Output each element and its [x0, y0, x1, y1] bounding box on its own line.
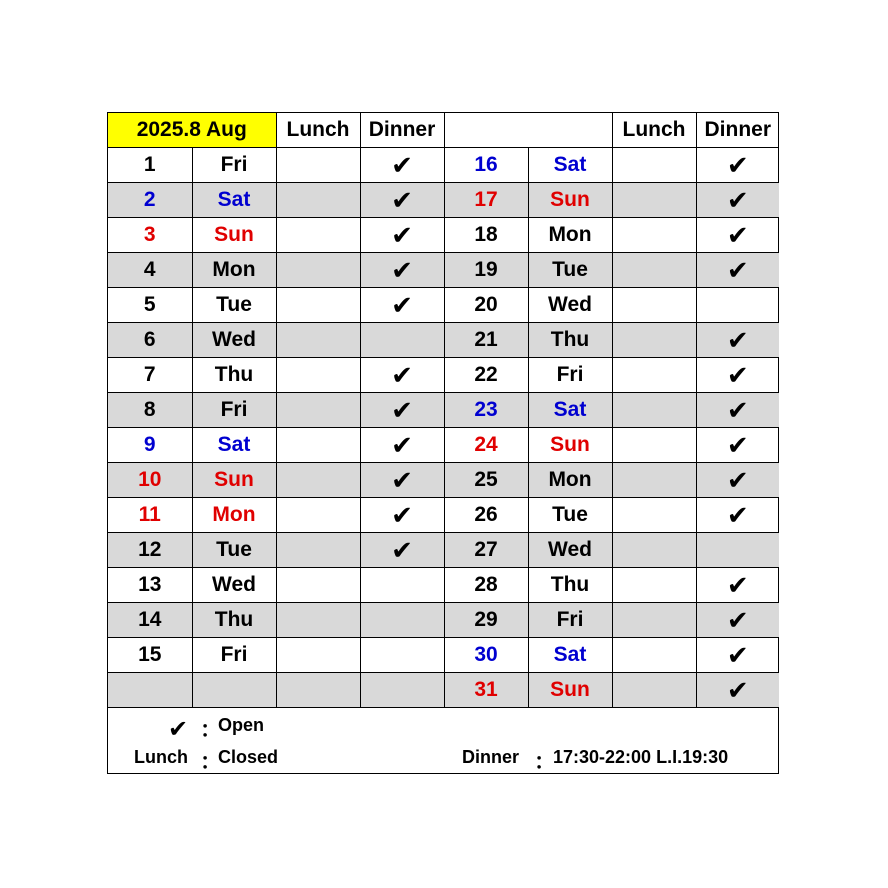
left-dinner-cell — [360, 568, 444, 603]
legend-open-text: Open — [218, 715, 265, 735]
right-day-cell: 18 — [444, 218, 528, 253]
right-dinner-cell — [696, 323, 779, 358]
left-dinner-cell — [360, 463, 444, 498]
check-icon: ✔ — [391, 184, 413, 215]
left-day-cell: 6 — [108, 323, 192, 358]
left-weekday-cell: Sat — [192, 428, 276, 463]
check-icon: ✔ — [726, 394, 749, 425]
right-weekday-cell: Sat — [528, 148, 612, 183]
right-day-cell: 30 — [444, 638, 528, 673]
left-dinner-cell — [360, 603, 444, 638]
right-day-cell: 17 — [444, 183, 528, 218]
table-row — [108, 183, 779, 218]
right-weekday-cell: Fri — [528, 603, 612, 638]
lunch-header-2: Lunch — [612, 113, 696, 148]
left-weekday-cell: Sun — [192, 463, 276, 498]
right-weekday-cell: Mon — [528, 218, 612, 253]
right-dinner-cell — [696, 603, 779, 638]
right-weekday-cell: Sat — [528, 393, 612, 428]
left-lunch-cell — [276, 603, 360, 638]
left-lunch-cell — [276, 568, 360, 603]
right-dinner-cell — [696, 498, 779, 533]
month-title: 2025.8 Aug — [108, 113, 276, 148]
check-icon: ✔ — [391, 289, 413, 320]
right-lunch-cell — [612, 673, 696, 708]
check-icon: ✔ — [391, 359, 413, 390]
left-weekday-cell: Thu — [192, 358, 276, 393]
table-row — [108, 358, 779, 393]
table-row — [108, 253, 779, 288]
legend-lunch-separator: ： — [200, 749, 223, 774]
left-lunch-cell — [276, 323, 360, 358]
table-row — [108, 603, 779, 638]
check-icon: ✔ — [726, 569, 749, 600]
left-day-cell: 11 — [108, 498, 192, 533]
table-row — [108, 288, 779, 323]
calendar-table — [108, 113, 779, 708]
check-icon: ✔ — [726, 604, 749, 635]
header-row — [108, 113, 779, 148]
right-weekday-cell: Sun — [528, 673, 612, 708]
right-dinner-cell — [696, 568, 779, 603]
legend-open-separator: ： — [200, 717, 223, 742]
left-dinner-cell — [360, 148, 444, 183]
table-row — [108, 218, 779, 253]
left-day-cell: 5 — [108, 288, 192, 323]
legend — [108, 709, 778, 773]
right-day-cell: 16 — [444, 148, 528, 183]
left-lunch-cell — [276, 183, 360, 218]
right-lunch-cell — [612, 463, 696, 498]
left-dinner-cell — [360, 428, 444, 463]
left-day-cell: 3 — [108, 218, 192, 253]
check-icon: ✔ — [726, 359, 749, 390]
check-icon: ✔ — [391, 219, 413, 250]
check-icon: ✔ — [391, 534, 413, 565]
left-weekday-cell: Fri — [192, 638, 276, 673]
check-icon: ✔ — [391, 254, 413, 285]
legend-dinner-label: Dinner — [462, 747, 520, 767]
check-icon: ✔ — [726, 219, 749, 250]
left-day-cell: 13 — [108, 568, 192, 603]
table-row — [108, 673, 779, 708]
left-weekday-cell: Thu — [192, 603, 276, 638]
lunch-header: Lunch — [276, 113, 360, 148]
right-weekday-cell: Thu — [528, 568, 612, 603]
right-lunch-cell — [612, 183, 696, 218]
left-dinner-cell — [360, 358, 444, 393]
right-weekday-cell: Thu — [528, 323, 612, 358]
left-day-cell — [108, 673, 192, 708]
right-lunch-cell — [612, 533, 696, 568]
right-weekday-cell: Tue — [528, 498, 612, 533]
check-icon: ✔ — [726, 499, 749, 530]
left-weekday-cell: Fri — [192, 393, 276, 428]
left-weekday-cell: Tue — [192, 288, 276, 323]
check-icon: ✔ — [726, 184, 749, 215]
right-lunch-cell — [612, 148, 696, 183]
left-weekday-cell: Fri — [192, 148, 276, 183]
left-lunch-cell — [276, 253, 360, 288]
right-weekday-cell: Mon — [528, 463, 612, 498]
dinner-header: Dinner — [360, 113, 444, 148]
right-dinner-cell — [696, 253, 779, 288]
left-lunch-cell — [276, 463, 360, 498]
left-day-cell: 12 — [108, 533, 192, 568]
left-weekday-cell: Mon — [192, 253, 276, 288]
table-row — [108, 323, 779, 358]
right-day-cell: 29 — [444, 603, 528, 638]
right-lunch-cell — [612, 218, 696, 253]
right-lunch-cell — [612, 288, 696, 323]
left-weekday-cell: Tue — [192, 533, 276, 568]
left-weekday-cell: Mon — [192, 498, 276, 533]
check-icon: ✔ — [391, 499, 413, 530]
legend-lunch-text: Closed — [218, 747, 279, 767]
table-row — [108, 463, 779, 498]
left-dinner-cell — [360, 218, 444, 253]
right-day-cell: 20 — [444, 288, 528, 323]
legend-dinner-text: 17:30-22:00 L.I.19:30 — [553, 747, 729, 767]
check-icon: ✔ — [391, 394, 413, 425]
right-weekday-cell: Wed — [528, 288, 612, 323]
right-weekday-cell: Tue — [528, 253, 612, 288]
table-row — [108, 498, 779, 533]
right-day-cell: 25 — [444, 463, 528, 498]
right-weekday-cell: Sun — [528, 428, 612, 463]
right-day-cell: 31 — [444, 673, 528, 708]
left-dinner-cell — [360, 253, 444, 288]
right-weekday-cell: Fri — [528, 358, 612, 393]
left-weekday-cell — [192, 673, 276, 708]
right-dinner-cell — [696, 288, 779, 323]
right-dinner-cell — [696, 393, 779, 428]
check-icon: ✔ — [726, 639, 749, 670]
left-lunch-cell — [276, 218, 360, 253]
left-day-cell: 2 — [108, 183, 192, 218]
left-lunch-cell — [276, 638, 360, 673]
right-lunch-cell — [612, 428, 696, 463]
check-icon: ✔ — [726, 324, 749, 355]
table-row — [108, 148, 779, 183]
right-weekday-cell: Sat — [528, 638, 612, 673]
table-row — [108, 638, 779, 673]
right-weekday-cell: Sun — [528, 183, 612, 218]
check-icon: ✔ — [726, 464, 749, 495]
left-dinner-cell — [360, 183, 444, 218]
check-icon: ✔ — [391, 464, 413, 495]
right-dinner-cell — [696, 638, 779, 673]
left-day-cell: 8 — [108, 393, 192, 428]
check-icon: ✔ — [391, 429, 413, 460]
left-weekday-cell: Sat — [192, 183, 276, 218]
right-lunch-cell — [612, 323, 696, 358]
right-dinner-cell — [696, 428, 779, 463]
legend-lunch-label: Lunch — [134, 747, 188, 767]
right-lunch-cell — [612, 393, 696, 428]
right-day-cell: 24 — [444, 428, 528, 463]
header-spacer — [444, 113, 612, 148]
check-icon: ✔ — [391, 149, 413, 180]
left-lunch-cell — [276, 148, 360, 183]
left-day-cell: 7 — [108, 358, 192, 393]
table-row — [108, 428, 779, 463]
left-lunch-cell — [276, 358, 360, 393]
left-dinner-cell — [360, 498, 444, 533]
right-day-cell: 27 — [444, 533, 528, 568]
table-row — [108, 533, 779, 568]
left-lunch-cell — [276, 533, 360, 568]
right-dinner-cell — [696, 148, 779, 183]
right-day-cell: 21 — [444, 323, 528, 358]
left-lunch-cell — [276, 498, 360, 533]
right-day-cell: 28 — [444, 568, 528, 603]
left-dinner-cell — [360, 323, 444, 358]
right-day-cell: 26 — [444, 498, 528, 533]
right-lunch-cell — [612, 253, 696, 288]
right-dinner-cell — [696, 533, 779, 568]
left-lunch-cell — [276, 393, 360, 428]
check-icon: ✔ — [726, 149, 749, 180]
check-icon: ✔ — [726, 254, 749, 285]
left-day-cell: 4 — [108, 253, 192, 288]
legend-dinner-separator: ： — [534, 749, 557, 774]
right-lunch-cell — [612, 498, 696, 533]
left-weekday-cell: Wed — [192, 323, 276, 358]
check-icon: ✔ — [726, 429, 749, 460]
left-dinner-cell — [360, 673, 444, 708]
right-dinner-cell — [696, 183, 779, 218]
left-day-cell: 10 — [108, 463, 192, 498]
right-dinner-cell — [696, 673, 779, 708]
table-row — [108, 568, 779, 603]
left-day-cell: 9 — [108, 428, 192, 463]
right-day-cell: 22 — [444, 358, 528, 393]
left-dinner-cell — [360, 533, 444, 568]
left-dinner-cell — [360, 288, 444, 323]
dinner-header-2: Dinner — [696, 113, 779, 148]
left-day-cell: 15 — [108, 638, 192, 673]
right-weekday-cell: Wed — [528, 533, 612, 568]
left-dinner-cell — [360, 393, 444, 428]
check-icon: ✔ — [168, 716, 189, 743]
right-lunch-cell — [612, 358, 696, 393]
left-dinner-cell — [360, 638, 444, 673]
left-weekday-cell: Sun — [192, 218, 276, 253]
right-dinner-cell — [696, 463, 779, 498]
right-lunch-cell — [612, 568, 696, 603]
right-lunch-cell — [612, 603, 696, 638]
right-day-cell: 19 — [444, 253, 528, 288]
left-lunch-cell — [276, 428, 360, 463]
schedule-sheet — [107, 112, 779, 774]
check-icon: ✔ — [726, 674, 749, 705]
left-lunch-cell — [276, 673, 360, 708]
table-row — [108, 393, 779, 428]
left-lunch-cell — [276, 288, 360, 323]
right-lunch-cell — [612, 638, 696, 673]
right-dinner-cell — [696, 358, 779, 393]
left-day-cell: 1 — [108, 148, 192, 183]
right-day-cell: 23 — [444, 393, 528, 428]
right-dinner-cell — [696, 218, 779, 253]
left-day-cell: 14 — [108, 603, 192, 638]
left-weekday-cell: Wed — [192, 568, 276, 603]
